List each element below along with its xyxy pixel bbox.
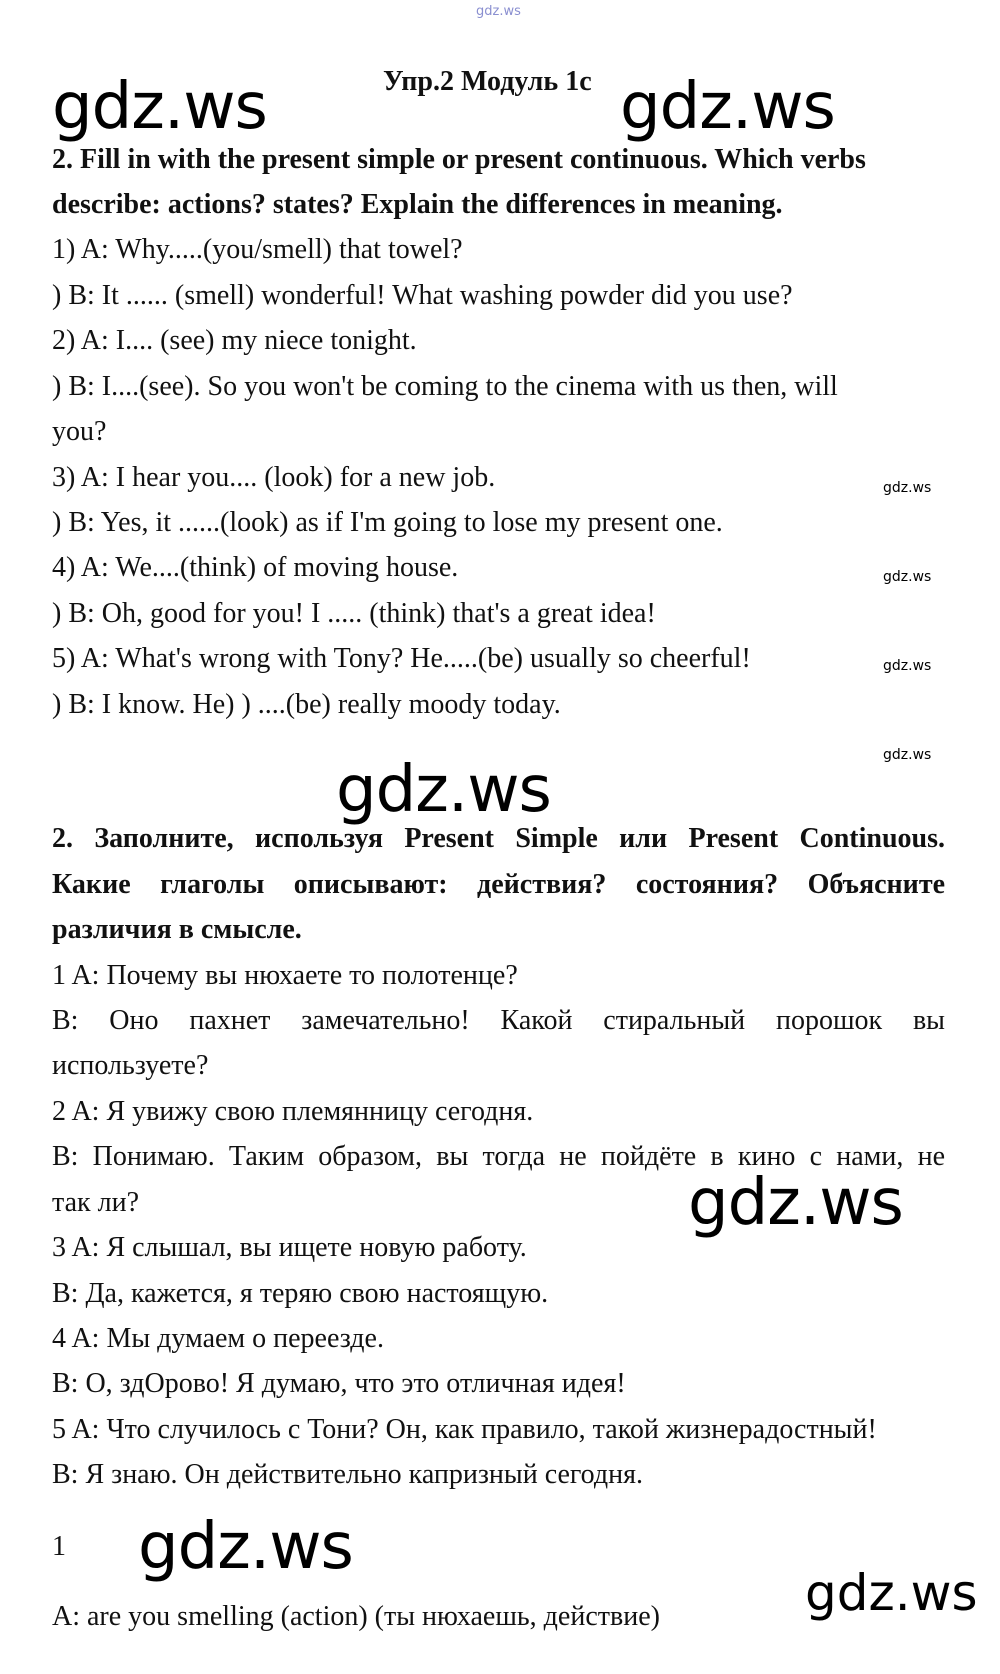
english-line: ) B: It ...... (smell) wonderful! What washing powder did you use?: [52, 280, 793, 311]
english-heading-line-2: describe: actions? states? Explain the differences in meaning.: [52, 189, 783, 220]
russian-line: 2 A: Я увижу свою племянницу сегодня.: [52, 1096, 534, 1127]
answer-number: 1: [52, 1531, 66, 1562]
page-title: Упр.2 Модуль 1с: [383, 66, 592, 97]
watermark-bottom-right: gdz.ws: [805, 1564, 978, 1622]
russian-line: B: Я знаю. Он действительно капризный сегодня.: [52, 1459, 643, 1490]
watermark-lower-right: gdz.ws: [688, 1166, 903, 1240]
watermark-small-3: gdz.ws: [883, 658, 932, 674]
watermark-small-1: gdz.ws: [883, 480, 932, 496]
answer-line-1: A: are you smelling (action) (ты нюхаешь, действие): [52, 1601, 660, 1632]
watermark-top-left: gdz.ws: [52, 70, 267, 144]
russian-line: 1 A: Почему вы нюхаете то полотенце?: [52, 960, 518, 991]
watermark-top: gdz.ws: [476, 4, 521, 19]
english-line: 4) A: We....(think) of moving house.: [52, 552, 459, 583]
watermark-small-4: gdz.ws: [883, 747, 932, 763]
english-line: 2) A: I.... (see) my niece tonight.: [52, 325, 417, 356]
russian-line: B: О, здОрово! Я думаю, что это отличная идея!: [52, 1368, 626, 1399]
english-line: 3) A: I hear you.... (look) for a new job.: [52, 462, 496, 493]
english-line: you?: [52, 416, 107, 447]
russian-line: так ли?: [52, 1187, 139, 1218]
russian-line: используете?: [52, 1050, 209, 1081]
english-line: 1) A: Why.....(you/smell) that towel?: [52, 234, 463, 265]
russian-line: 4 A: Мы думаем о переезде.: [52, 1323, 384, 1354]
english-heading-line-1: 2. Fill in with the present simple or present continuous. Which verbs: [52, 144, 866, 175]
watermark-bottom-left: gdz.ws: [138, 1510, 353, 1584]
watermark-middle: gdz.ws: [336, 753, 551, 827]
russian-heading-line-1: 2. Заполните, используя Present Simple или Present Continuous.: [52, 823, 945, 854]
russian-line: 5 A: Что случилось с Тони? Он, как правило, такой жизнерадостный!: [52, 1414, 877, 1445]
russian-line: B: Оно пахнет замечательно! Какой стиральный порошок вы: [52, 1005, 945, 1036]
russian-line: 3 A: Я слышал, вы ищете новую работу.: [52, 1232, 527, 1263]
english-line: ) B: Oh, good for you! I ..... (think) that's a great idea!: [52, 598, 656, 629]
english-line: ) B: I....(see). So you won't be coming to the cinema with us then, will: [52, 371, 838, 402]
russian-line: B: Понимаю. Таким образом, вы тогда не пойдёте в кино с нами, не: [52, 1141, 945, 1172]
english-line: ) B: Yes, it ......(look) as if I'm going to lose my present one.: [52, 507, 723, 538]
watermark-top-right: gdz.ws: [620, 70, 835, 144]
russian-line: B: Да, кажется, я теряю свою настоящую.: [52, 1278, 549, 1309]
watermark-small-2: gdz.ws: [883, 569, 932, 585]
english-line: ) B: I know. He) ) ....(be) really moody today.: [52, 689, 561, 720]
english-line: 5) A: What's wrong with Tony? He.....(be) usually so cheerful!: [52, 643, 751, 674]
russian-heading-line-3: различия в смысле.: [52, 914, 302, 945]
russian-heading-line-2: Какие глаголы описывают: действия? состояния? Объясните: [52, 869, 945, 900]
